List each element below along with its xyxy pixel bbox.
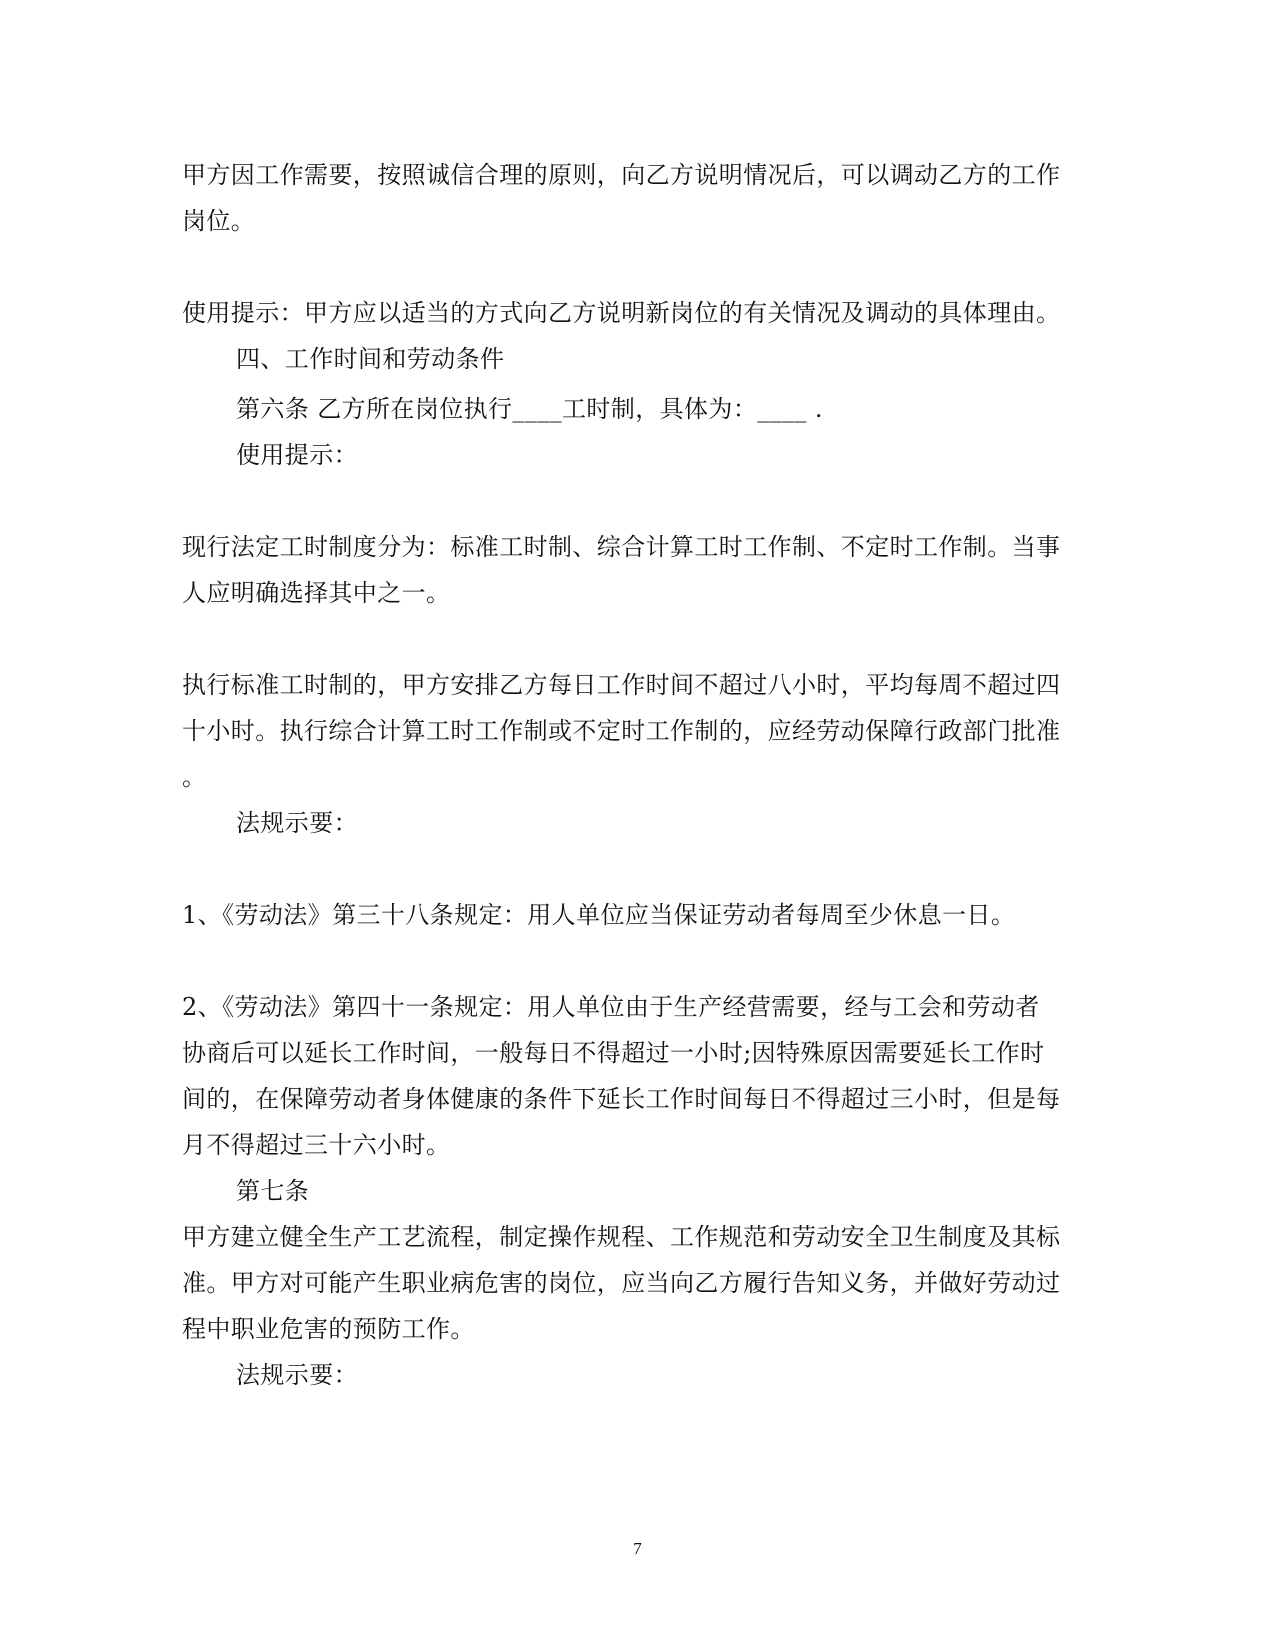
article-seven-line-1: 甲方建立健全生产工艺流程，制定操作规程、工作规范和劳动安全卫生制度及其标 bbox=[182, 1223, 1061, 1251]
regulation-label-2: 法规示要： bbox=[236, 1361, 358, 1389]
paragraph-line-transfer-1: 甲方因工作需要，按照诚信合理的原则，向乙方说明情况后，可以调动乙方的工作 bbox=[182, 161, 1061, 189]
paragraph-line-standard-hours-1: 执行标准工时制的，甲方安排乙方每日工作时间不超过八小时，平均每周不超过四 bbox=[182, 671, 1061, 699]
regulation-item-2-line-1: 2、《劳动法》第四十一条规定：用人单位由于生产经营需要，经与工会和劳动者 bbox=[182, 993, 1040, 1021]
paragraph-line-hours-system-2: 人应明确选择其中之一。 bbox=[182, 579, 451, 607]
regulation-item-1: 1、《劳动法》第三十八条规定：用人单位应当保证劳动者每周至少休息一日。 bbox=[182, 901, 1016, 929]
section-heading-working-hours: 四、工作时间和劳动条件 bbox=[236, 345, 505, 373]
paragraph-line-standard-hours-3: 。 bbox=[182, 763, 207, 791]
paragraph-line-standard-hours-2: 十小时。执行综合计算工时工作制或不定时工作制的，应经劳动保障行政部门批准 bbox=[182, 717, 1061, 745]
regulation-item-2-line-3: 间的，在保障劳动者身体健康的条件下延长工作时间每日不得超过三小时，但是每 bbox=[182, 1085, 1061, 1113]
regulation-label-1: 法规示要： bbox=[236, 809, 358, 837]
article-six: 第六条 乙方所在岗位执行____工时制，具体为：____ . bbox=[236, 395, 823, 423]
paragraph-line-hours-system-1: 现行法定工时制度分为：标准工时制、综合计算工时工作制、不定时工作制。当事 bbox=[182, 533, 1061, 561]
article-seven-heading: 第七条 bbox=[236, 1177, 310, 1205]
regulation-item-2-line-4: 月不得超过三十六小时。 bbox=[182, 1131, 451, 1159]
paragraph-line-transfer-2: 岗位。 bbox=[182, 207, 256, 235]
page-number: 7 bbox=[633, 1539, 642, 1558]
usage-tip-transfer: 使用提示：甲方应以适当的方式向乙方说明新岗位的有关情况及调动的具体理由。 bbox=[182, 299, 1061, 327]
article-seven-line-3: 程中职业危害的预防工作。 bbox=[182, 1315, 475, 1343]
usage-tip-label: 使用提示： bbox=[236, 441, 358, 469]
article-seven-line-2: 准。甲方对可能产生职业病危害的岗位，应当向乙方履行告知义务，并做好劳动过 bbox=[182, 1269, 1061, 1297]
regulation-item-2-line-2: 协商后可以延长工作时间，一般每日不得超过一小时;因特殊原因需要延长工作时 bbox=[182, 1039, 1045, 1067]
